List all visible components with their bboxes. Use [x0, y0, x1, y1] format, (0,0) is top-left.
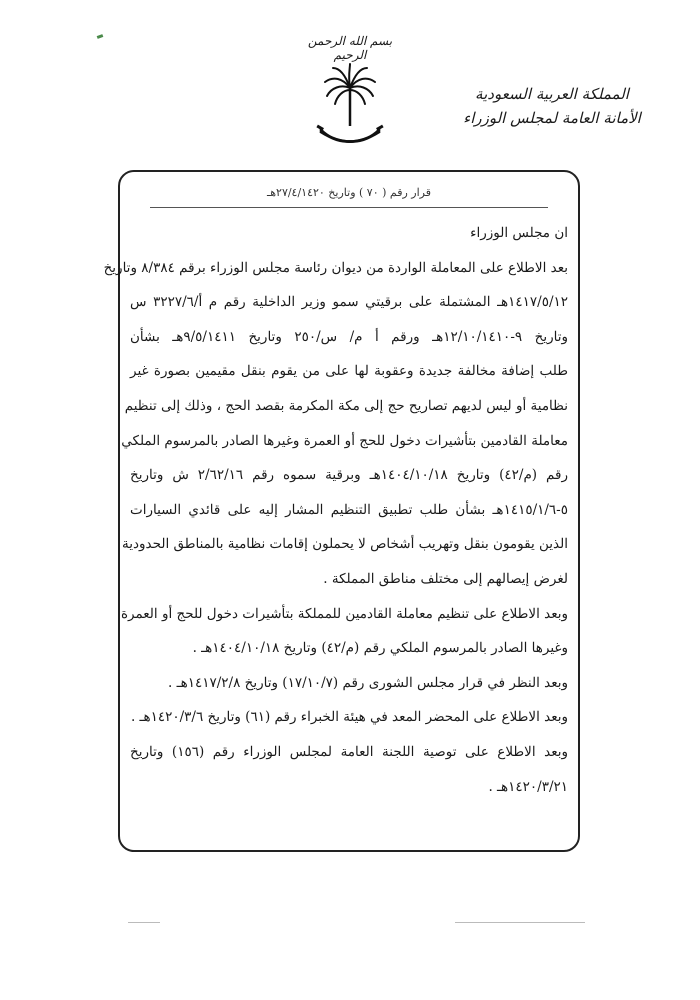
- body-line: ٥-١٤١٥/١/٦هـ بشأن طلب تطبيق التنظيم المشار إليه على قائدي السيارات: [130, 501, 568, 518]
- issuer-header: [452, 82, 652, 130]
- body-line: لغرض إيصالهم إلى مختلف مناطق المملكة .: [323, 570, 568, 587]
- body-line: وبعد الاطلاع على المحضر المعد في هيئة الخبراء رقم (٦١) وتاريخ ١٤٢٠/٣/٦هـ .: [130, 709, 568, 726]
- decision-reference: قرار رقم ( ٧٠ ) وتاريخ ٢٧/٤/١٤٢٠هـ: [267, 186, 431, 199]
- body-line: وغيرها الصادر بالمرسوم الملكي رقم (م/٤٢) وتاريخ ١٤٠٤/١٠/١٨هـ .: [192, 640, 568, 657]
- decision-frame: [103, 170, 580, 852]
- reference-divider: [150, 207, 548, 208]
- body-line: ان مجلس الوزراء: [470, 225, 568, 241]
- body-line: الذين يقومون بنقل وتهريب أشخاص لا يحملون إقامات نظامية بالمناطق الحدودية: [122, 536, 568, 553]
- body-line: ١٤٢٠/٣/٢١هـ .: [488, 778, 568, 795]
- footer-mark: [455, 922, 585, 923]
- body-line: ١٤١٧/٥/١٢هـ المشتملة على برقيتي سمو وزير الداخلية رقم م أ/٣٢٢٧/٦ س: [130, 294, 568, 311]
- basmala-heading: بسم الله الرحمن الرحيم: [307, 34, 393, 62]
- body-line: وتاريخ ٩-١٢/١٠/١٤١٠هـ ورقم أ م/ س/٢٥٠ وتاريخ ٩/٥/١٤١١هـ بشأن: [130, 328, 568, 345]
- footer-marks: [0, 918, 700, 928]
- body-line: وبعد الاطلاع على تنظيم معاملة القادمين للمملكة بتأشيرات دخول للحج أو العمرة: [120, 605, 568, 622]
- green-tick-mark: [97, 34, 104, 39]
- body-line: وبعد النظر في قرار مجلس الشورى رقم (١٧/١٠/٧) وتاريخ ١٤١٧/٢/٨هـ .: [168, 674, 568, 691]
- secretariat-name: الأمانة العامة لمجلس الوزراء: [463, 109, 641, 127]
- body-line: رقم (م/٤٢) وتاريخ ١٤٠٤/١٠/١٨هـ وبرقية سموه رقم ٢/٦٢/١٦ ش وتاريخ: [130, 467, 568, 484]
- body-line: وبعد الاطلاع على توصية اللجنة العامة لمجلس الوزراء رقم (١٥٦) وتاريخ: [130, 743, 568, 760]
- saudi-emblem-icon: [315, 60, 385, 155]
- footer-mark: [128, 922, 160, 923]
- body-line: نظامية أو ليس لديهم تصاريح حج إلى مكة المكرمة بقصد الحج ، وذلك إلى تنظيم: [124, 397, 568, 414]
- decision-body: [103, 216, 568, 804]
- kingdom-name: المملكة العربية السعودية: [475, 85, 629, 103]
- body-line: طلب إضافة مخالفة جديدة وعقوبة لها على من يقوم بنقل مقيمين بصورة غير: [130, 363, 568, 380]
- body-line: معاملة القادمين بتأشيرات دخول للحج أو العمرة وغيرها الصادر بالمرسوم الملكي: [121, 432, 568, 449]
- body-line: بعد الاطلاع على المعاملة الواردة من ديوان رئاسة مجلس الوزراء برقم ٨/٣٨٤ وتاريخ: [103, 259, 568, 276]
